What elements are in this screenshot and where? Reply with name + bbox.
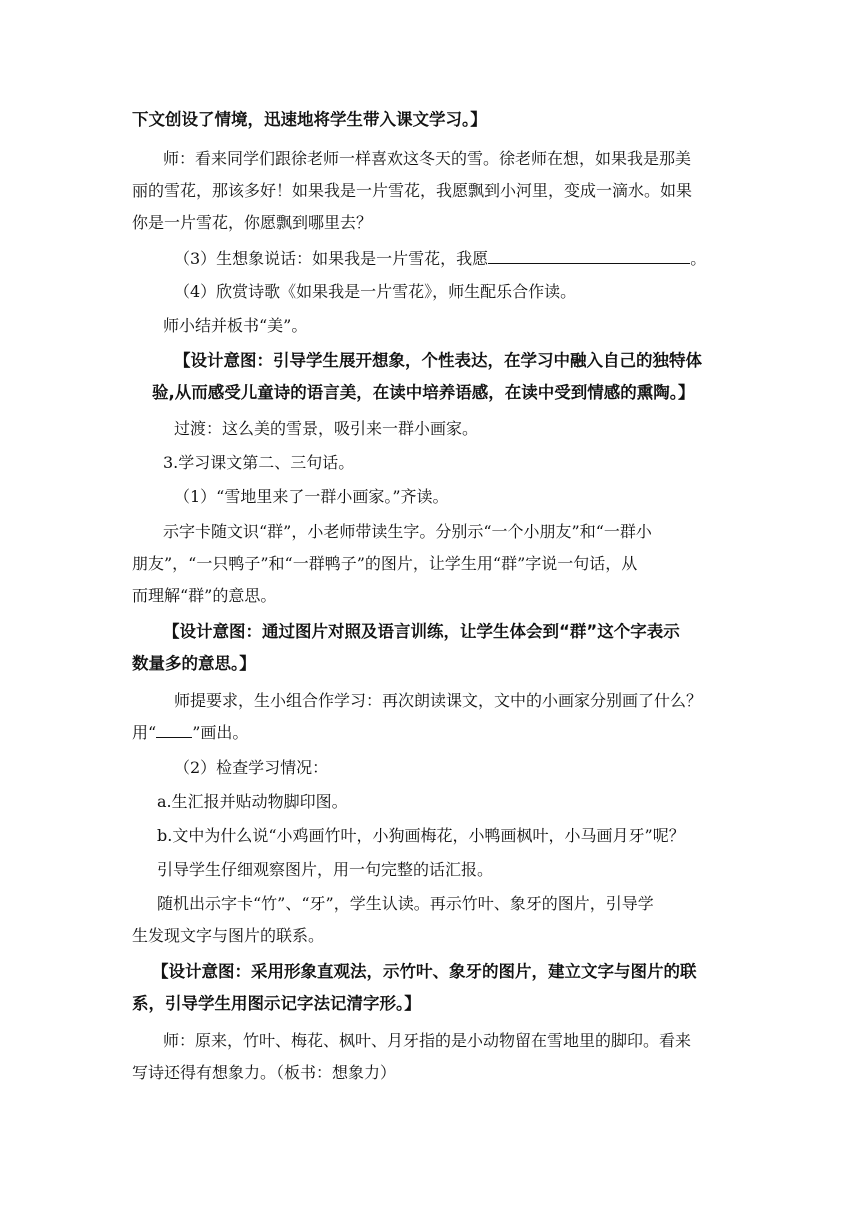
underline-marker — [156, 721, 192, 738]
text-line — [132, 721, 248, 744]
text-line: 师提要求，生小组合作学习：再次朗读课文，文中的小画家分别画了什么？ — [174, 691, 703, 710]
text-line: 丽的雪花，那该多好！如果我是一片雪花，我愿飘到小河里，变成一滴水。如果 — [132, 181, 693, 200]
design-intent: 数量多的意思。】 — [132, 654, 256, 673]
line-text: ”画出。 — [192, 723, 249, 742]
line-text: 。 — [690, 249, 707, 268]
text-line: a.生汇报并贴动物脚印图。 — [157, 792, 348, 811]
text-line: 你是一片雪花，你愿飘到哪里去？ — [132, 213, 373, 232]
text-line: 写诗还得有想象力。（板书：想象力） — [132, 1063, 397, 1082]
text-line: 随机出示字卡“竹”、“牙”，学生认读。再示竹叶、象牙的图片，引导学 — [157, 894, 654, 913]
text-line: 师：看来同学们跟徐老师一样喜欢这冬天的雪。徐老师在想，如果我是那美 — [163, 149, 692, 168]
text-line: （1）“雪地里来了一群小画家。”齐读。 — [174, 487, 449, 506]
line-text: （3）生想象说话：如果我是一片雪花，我愿 — [174, 249, 489, 268]
text-line: b.文中为什么说“小鸡画竹叶，小狗画梅花，小鸭画枫叶，小马画月牙”呢？ — [157, 826, 685, 845]
text-line: 生发现文字与图片的联系。 — [132, 926, 325, 945]
section-heading: 3.学习课文第二、三句话。 — [163, 453, 355, 472]
text-line: 朋友”，“一只鸭子”和“一群鸭子”的图片，让学生用“群”字说一句话，从 — [132, 554, 638, 573]
text-line: 师：原来，竹叶、梅花、枫叶、月牙指的是小动物留在雪地里的脚印。看来 — [163, 1031, 692, 1050]
design-intent: 【设计意图：引导学生展开想象，个性表达，在学习中融入自己的独特体 — [174, 351, 702, 370]
text-line: 下文创设了情境，迅速地将学生带入课文学习。】 — [132, 110, 487, 129]
fill-in-blank — [488, 247, 690, 264]
text-line: 师小结并板书“美”。 — [163, 316, 308, 335]
text-line: 过渡：这么美的雪景，吸引来一群小画家。 — [174, 419, 479, 438]
text-line — [174, 247, 706, 270]
text-line: （4）欣赏诗歌《如果我是一片雪花》，师生配乐合作读。 — [174, 282, 577, 301]
text-line: 示字卡随文识“群”，小老师带读生字。分别示“一个小朋友”和“一群小 — [163, 522, 652, 541]
design-intent: 系，引导学生用图示记字法记清字形。】 — [132, 994, 421, 1013]
text-line: 引导学生仔细观察图片，用一句完整的话汇报。 — [157, 860, 494, 879]
design-intent: 验,从而感受儿童诗的语言美，在读中培养语感，在读中受到情感的熏陶。】 — [152, 383, 695, 402]
text-line: 而理解“群”的意思。 — [132, 586, 277, 605]
design-intent: 【设计意图：采用形象直观法，示竹叶、象牙的图片，建立文字与图片的联 — [152, 962, 697, 981]
design-intent: 【设计意图：通过图片对照及语言训练，让学生体会到“群”这个字表示 — [163, 622, 680, 641]
line-text: 用“ — [132, 723, 157, 742]
text-line: （2）检查学习情况： — [174, 758, 329, 777]
